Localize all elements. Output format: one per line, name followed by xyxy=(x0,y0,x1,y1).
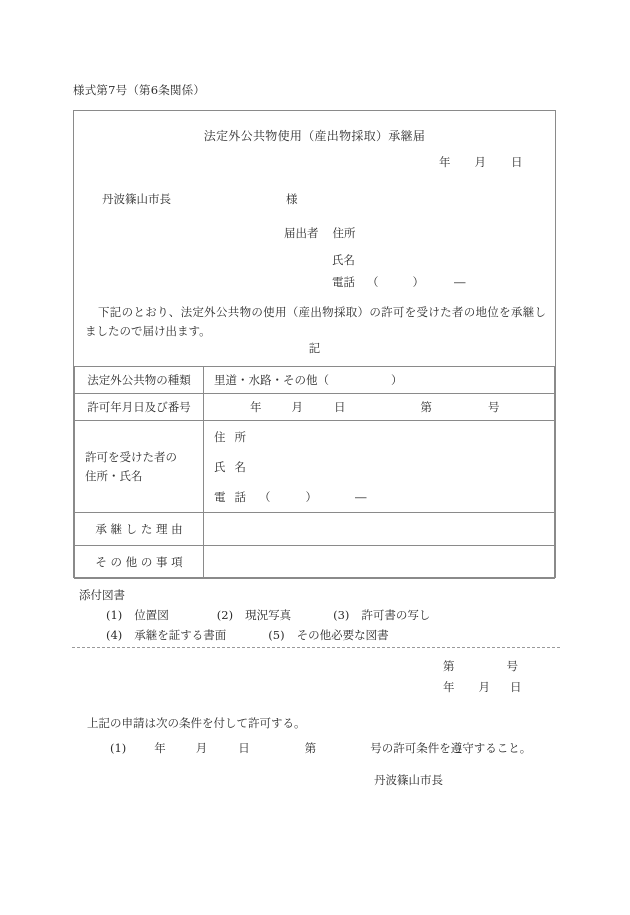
body-statement: 下記のとおり、法定外公共物の使用（産出物採取）の許可を受けた者の地位を承継しましたので届け出ます。 xyxy=(85,305,546,338)
attachments-title: 添付図書 xyxy=(79,588,125,602)
attachment-no-2: (2) xyxy=(216,608,234,622)
holder-name-label-b: 名 xyxy=(234,459,246,474)
row-label-permit-holder xyxy=(75,421,204,513)
main-form-box xyxy=(73,110,556,578)
permit-condition-no: (1) xyxy=(110,741,127,755)
holder-address-line xyxy=(214,422,554,452)
permit-year-label: 年 xyxy=(250,400,262,414)
permit-no-prefix: 第 xyxy=(420,400,432,414)
attachments-row-2 xyxy=(79,625,430,645)
form-table xyxy=(74,366,555,579)
holder-address-label-a: 住 xyxy=(214,429,226,444)
table-row xyxy=(75,367,555,394)
permit-number-prefix: 第 xyxy=(443,659,455,673)
permit-condition-line xyxy=(110,740,531,756)
date-month-label: 月 xyxy=(474,155,486,169)
attachment-no-3: (3) xyxy=(333,608,350,622)
row-value-public-property-type xyxy=(204,367,555,394)
attachment-text-5: その他必要な図書 xyxy=(296,628,389,642)
permit-holder-label-line2: 住所・氏名 xyxy=(85,468,143,483)
attachment-no-4: (4) xyxy=(106,628,123,642)
attachment-text-1: 位置図 xyxy=(134,608,169,622)
form-number: 様式第7号（第6条関係） xyxy=(73,83,206,97)
table-row xyxy=(75,513,555,546)
permit-condition-doc-no-prefix: 第 xyxy=(304,741,317,755)
submitter-address-line xyxy=(284,225,356,241)
date-year-label: 年 xyxy=(439,155,451,169)
permit-holder-label-line1: 許可を受けた者の xyxy=(85,449,177,464)
holder-name-line xyxy=(214,452,554,482)
addressee-honorific: 様 xyxy=(286,192,298,206)
submitter-tel-label: 電話 xyxy=(332,275,355,289)
row-label-succession-reason: 承 継 し た 理 由 xyxy=(75,513,204,546)
holder-tel-line xyxy=(214,482,554,512)
ki-mark: 記 xyxy=(308,341,321,355)
addressee-name: 丹波篠山市長 xyxy=(102,192,171,206)
row-value-succession-reason xyxy=(204,513,555,546)
submission-date-line xyxy=(439,154,523,170)
table-row xyxy=(75,421,555,513)
row-label-other-matters: そ の 他 の 事 項 xyxy=(75,546,204,579)
holder-address-label-b: 所 xyxy=(234,429,246,444)
row-label-permit-date-number: 許可年月日及び番号 xyxy=(75,394,204,421)
submitter-tel-open-paren: （ xyxy=(367,275,379,289)
permit-lead-text: 上記の申請は次の条件を付して許可する。 xyxy=(87,716,306,730)
permit-condition-tail: 号の許可条件を遵守すること。 xyxy=(370,741,532,755)
permit-no-suffix: 号 xyxy=(488,400,500,414)
permit-date-day: 日 xyxy=(510,680,522,694)
cut-separator-line xyxy=(72,647,560,648)
mayor-signature: 丹波篠山市長 xyxy=(374,773,443,787)
holder-tel-open-paren: （ xyxy=(259,489,271,504)
date-day-label: 日 xyxy=(511,155,523,169)
permit-date-month: 月 xyxy=(478,680,490,694)
submitter-name-line xyxy=(332,252,355,268)
submitter-tel-line xyxy=(332,274,466,290)
permit-number-line xyxy=(443,658,518,674)
permit-condition-year: 年 xyxy=(154,741,166,755)
permit-month-label: 月 xyxy=(291,400,303,414)
row-value-other-matters xyxy=(204,546,555,579)
attachment-text-3: 許可書の写し xyxy=(361,608,431,622)
permit-condition-month: 月 xyxy=(195,741,208,755)
attachment-no-1: (1) xyxy=(106,608,123,622)
submitter-tel-dash: ― xyxy=(454,275,466,289)
attachment-text-4: 承継を証する書面 xyxy=(134,628,227,642)
holder-tel-dash: ― xyxy=(355,489,367,504)
permit-day-label: 日 xyxy=(334,400,346,414)
document-title: 法定外公共物使用（産出物採取）承継届 xyxy=(203,129,426,143)
holder-tel-label-a: 電 xyxy=(214,489,226,504)
permit-number-suffix: 号 xyxy=(506,659,518,673)
submitter-label: 届出者 xyxy=(284,226,319,240)
holder-tel-close-paren: ） xyxy=(305,489,317,504)
holder-tel-label-b: 話 xyxy=(234,489,246,504)
submitter-address-label: 住所 xyxy=(332,226,356,240)
attachments-row-1 xyxy=(79,605,430,625)
holder-name-label-a: 氏 xyxy=(214,459,226,474)
row-value-permit-holder xyxy=(204,421,555,513)
table-row xyxy=(75,546,555,579)
submitter-name-label: 氏名 xyxy=(332,253,355,267)
addressee-line xyxy=(102,191,298,207)
kind-close-paren: ） xyxy=(391,373,403,387)
permit-condition-day: 日 xyxy=(238,741,250,755)
permit-date-year: 年 xyxy=(443,680,455,694)
table-row xyxy=(75,394,555,421)
row-label-public-property-type: 法定外公共物の種類 xyxy=(75,367,204,394)
attachment-no-5: (5) xyxy=(268,628,285,642)
submitter-tel-close-paren: ） xyxy=(412,275,424,289)
permit-date-line xyxy=(443,679,522,695)
row-value-permit-date-number xyxy=(204,394,555,421)
attachments-section xyxy=(79,585,430,645)
attachment-text-2: 現況写真 xyxy=(245,608,292,622)
kind-options-text: 里道・水路・その他（ xyxy=(214,373,329,387)
